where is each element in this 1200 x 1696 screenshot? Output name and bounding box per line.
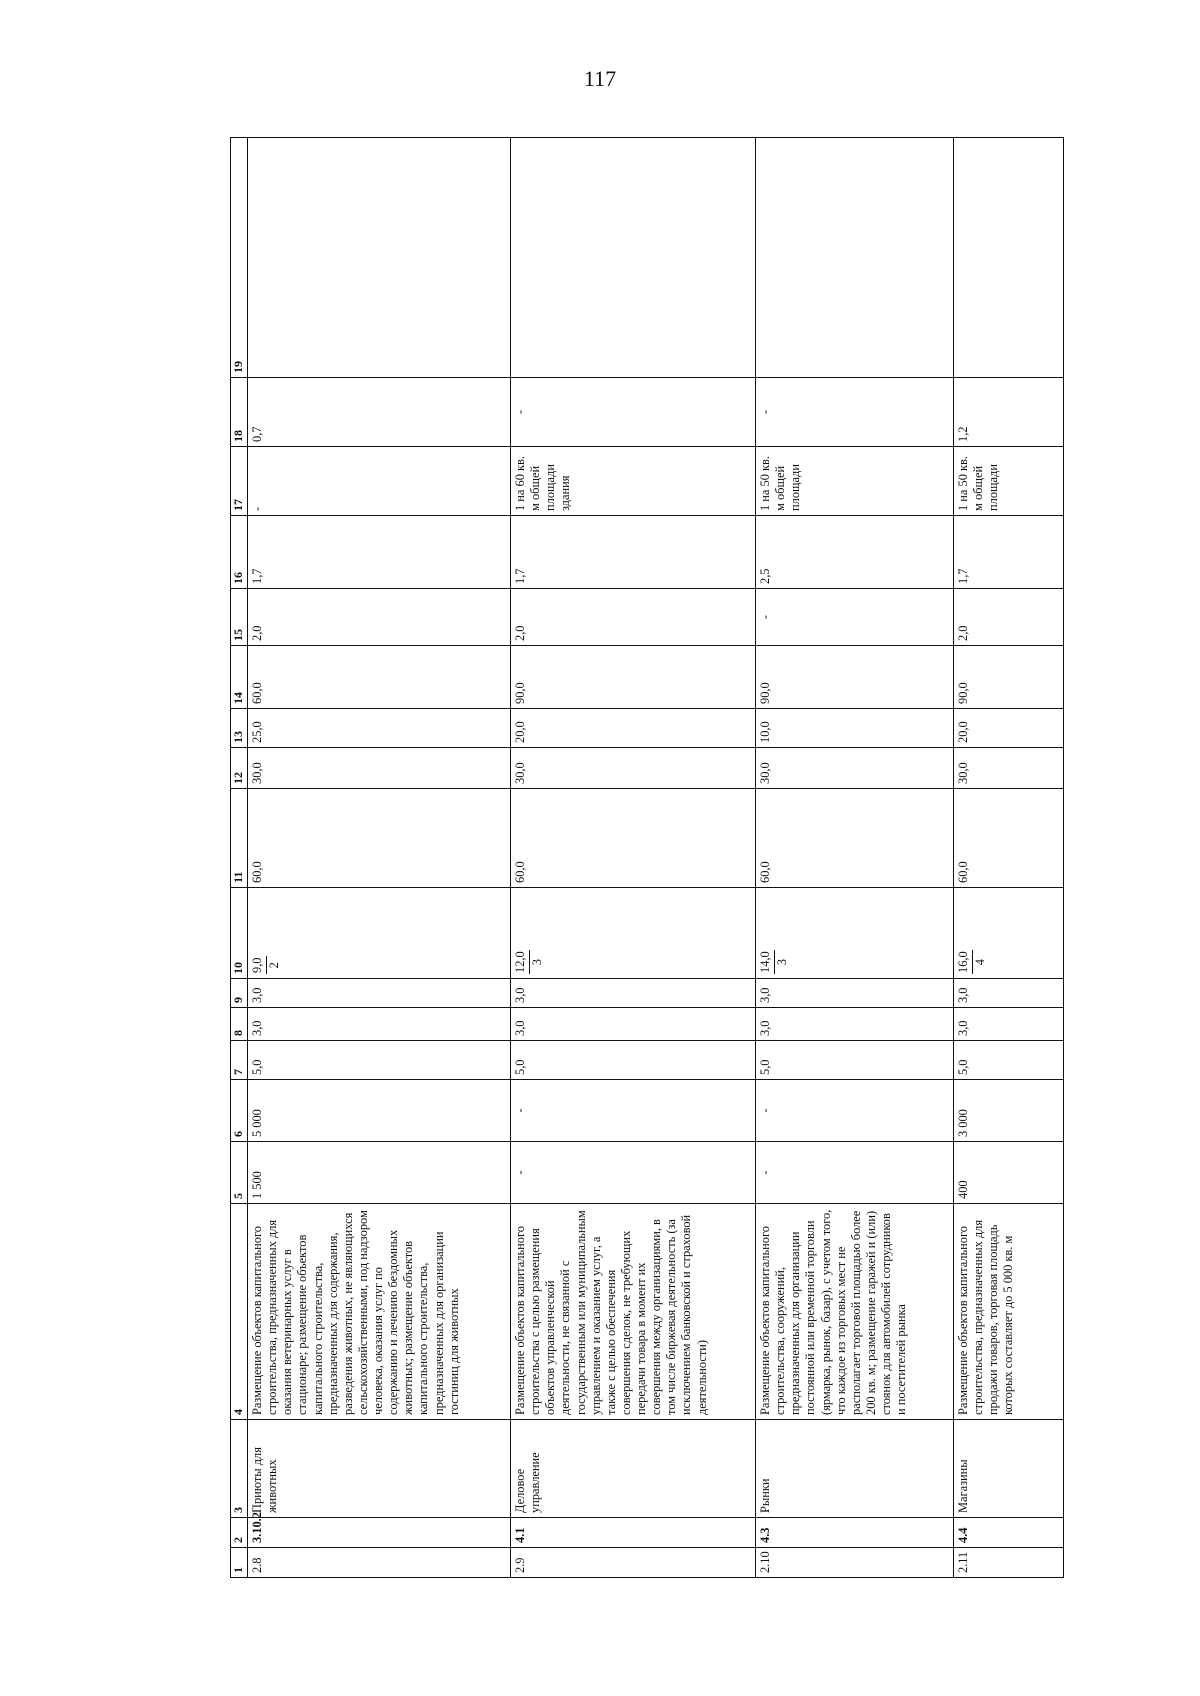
cell-c11: 60,0	[756, 789, 954, 888]
cell-c5: 1 500	[248, 1142, 511, 1204]
header-cell: 14	[231, 646, 248, 709]
fraction-numerator: 9,0	[250, 957, 267, 975]
cell-c17: -	[248, 447, 511, 516]
cell-c13: 20,0	[511, 709, 756, 748]
cell-c18: -	[756, 378, 954, 447]
rotated-table-container	[230, 138, 1064, 1578]
cell-c16: 1,7	[954, 516, 1064, 589]
cell-c11: 60,0	[248, 789, 511, 888]
row-number: 2.9	[511, 1548, 756, 1578]
header-cell: 2	[231, 1518, 248, 1548]
cell-c5: -	[756, 1142, 954, 1204]
vri-code: 4.4	[954, 1518, 1064, 1548]
cell-c15: 2,0	[954, 589, 1064, 646]
vri-code: 3.10.2	[248, 1518, 511, 1548]
header-cell: 10	[231, 888, 248, 979]
row-number: 2.11	[954, 1548, 1064, 1578]
cell-c5: -	[511, 1142, 756, 1204]
cell-c10	[954, 888, 1064, 979]
cell-c6: -	[511, 1080, 756, 1142]
header-cell: 15	[231, 589, 248, 646]
header-cell: 11	[231, 789, 248, 888]
vri-name: Деловое управление	[511, 1420, 756, 1518]
cell-c18: 1,2	[954, 378, 1064, 447]
table-row	[954, 138, 1064, 1578]
header-cell: 8	[231, 1008, 248, 1041]
cell-c5: 400	[954, 1142, 1064, 1204]
cell-c10	[248, 888, 511, 979]
vri-description: Размещение объектов капитального строительства, предназначенных для продажи товаров, торговая площадь которых составляет до 5 000 кв. м	[954, 1204, 1064, 1420]
vri-description: Размещение объектов капитального строительства с целью размещения объектов управленческой деятельности, не связанной с государственным или муниципальным управлением и оказанием услуг, а также с целью обеспечения совершения сделок, не требующих передачи товара в момент их совершения между организациями, в том числе биржевая деятельность (за исключением банковской и страховой деятельности)	[511, 1204, 756, 1420]
vri-name: Магазины	[954, 1420, 1064, 1518]
vri-code: 4.3	[756, 1518, 954, 1548]
cell-c18: -	[511, 378, 756, 447]
vri-description: Размещение объектов капитального строительства, сооружений, предназначенных для организации постоянной или временной торговли (ярмарка, рынок, базар), с учетом того, что каждое из торговых мест не располагает торговой площадью более 200 кв. м; размещение гаражей и (или) стоянок для автомобилей сотрудников и посетителей рынка	[756, 1204, 954, 1420]
cell-c12: 30,0	[954, 748, 1064, 789]
vri-code: 4.1	[511, 1518, 756, 1548]
cell-c11: 60,0	[511, 789, 756, 888]
cell-c15: 2,0	[248, 589, 511, 646]
header-cell: 17	[231, 447, 248, 516]
cell-c16: 1,7	[511, 516, 756, 589]
cell-c9: 3,0	[248, 979, 511, 1008]
cell-c19	[511, 138, 756, 378]
cell-c15: -	[756, 589, 954, 646]
cell-c18: 0,7	[248, 378, 511, 447]
cell-c13: 25,0	[248, 709, 511, 748]
header-cell: 4	[231, 1204, 248, 1420]
cell-c19	[756, 138, 954, 378]
fraction-denominator: 3	[774, 959, 789, 966]
vri-description: Размещение объектов капитального строительства, предназначенных для оказания ветеринарных услуг в стационаре; размещение объектов капитального строительства, предназначенных для содержания, разведения животных, не являющихся сельскохозяйственными, под надзором человека, оказания услуг по содержанию и лечению бездомных животных; размещение объектов капитального строительства, предназначенных для организации гостиниц для животных	[248, 1204, 511, 1420]
cell-c9: 3,0	[511, 979, 756, 1008]
cell-c19	[954, 138, 1064, 378]
header-row	[231, 138, 248, 1578]
header-cell: 18	[231, 378, 248, 447]
fraction-denominator: 4	[972, 959, 987, 966]
cell-c19	[248, 138, 511, 378]
header-cell: 7	[231, 1041, 248, 1080]
cell-c12: 30,0	[756, 748, 954, 789]
fraction-numerator: 14,0	[758, 950, 775, 974]
cell-c14: 90,0	[756, 646, 954, 709]
vri-name: Приюты для животных	[248, 1420, 511, 1518]
cell-c14: 90,0	[511, 646, 756, 709]
cell-c7: 5,0	[248, 1041, 511, 1080]
header-cell: 19	[231, 138, 248, 378]
fraction-denominator: 3	[529, 959, 544, 966]
cell-c15: 2,0	[511, 589, 756, 646]
cell-c13: 10,0	[756, 709, 954, 748]
cell-c17: 1 на 60 кв. м общей площади здания	[511, 447, 756, 516]
cell-c11: 60,0	[954, 789, 1064, 888]
row-number: 2.8	[248, 1548, 511, 1578]
table-row	[756, 138, 954, 1578]
header-cell: 1	[231, 1548, 248, 1578]
cell-c12: 30,0	[248, 748, 511, 789]
page-number: 117	[583, 66, 617, 91]
header-cell: 12	[231, 748, 248, 789]
header-cell: 6	[231, 1080, 248, 1142]
header-cell: 9	[231, 979, 248, 1008]
cell-c7: 5,0	[511, 1041, 756, 1080]
vri-name: Рынки	[756, 1420, 954, 1518]
table-row	[248, 138, 511, 1578]
cell-c17: 1 на 50 кв. м общей площади	[954, 447, 1064, 516]
cell-c7: 5,0	[954, 1041, 1064, 1080]
cell-c10	[756, 888, 954, 979]
cell-c6: 5 000	[248, 1080, 511, 1142]
row-number: 2.10	[756, 1548, 954, 1578]
cell-c8: 3,0	[756, 1008, 954, 1041]
cell-c16: 2,5	[756, 516, 954, 589]
cell-c14: 90,0	[954, 646, 1064, 709]
table-row	[511, 138, 756, 1578]
header-cell: 5	[231, 1142, 248, 1204]
cell-c17: 1 на 50 кв. м общей площади	[756, 447, 954, 516]
header-cell: 13	[231, 709, 248, 748]
cell-c8: 3,0	[954, 1008, 1064, 1041]
fraction-numerator: 12,0	[513, 950, 530, 974]
cell-c7: 5,0	[756, 1041, 954, 1080]
data-table	[230, 137, 1064, 1578]
cell-c16: 1,7	[248, 516, 511, 589]
cell-c8: 3,0	[248, 1008, 511, 1041]
header-cell: 3	[231, 1420, 248, 1518]
header-cell: 16	[231, 516, 248, 589]
cell-c13: 20,0	[954, 709, 1064, 748]
cell-c10	[511, 888, 756, 979]
cell-c8: 3,0	[511, 1008, 756, 1041]
cell-c9: 3,0	[954, 979, 1064, 1008]
cell-c6: 3 000	[954, 1080, 1064, 1142]
fraction-denominator: 2	[266, 962, 281, 969]
cell-c9: 3,0	[756, 979, 954, 1008]
cell-c6: -	[756, 1080, 954, 1142]
cell-c14: 60,0	[248, 646, 511, 709]
cell-c12: 30,0	[511, 748, 756, 789]
fraction-numerator: 16,0	[956, 950, 973, 974]
